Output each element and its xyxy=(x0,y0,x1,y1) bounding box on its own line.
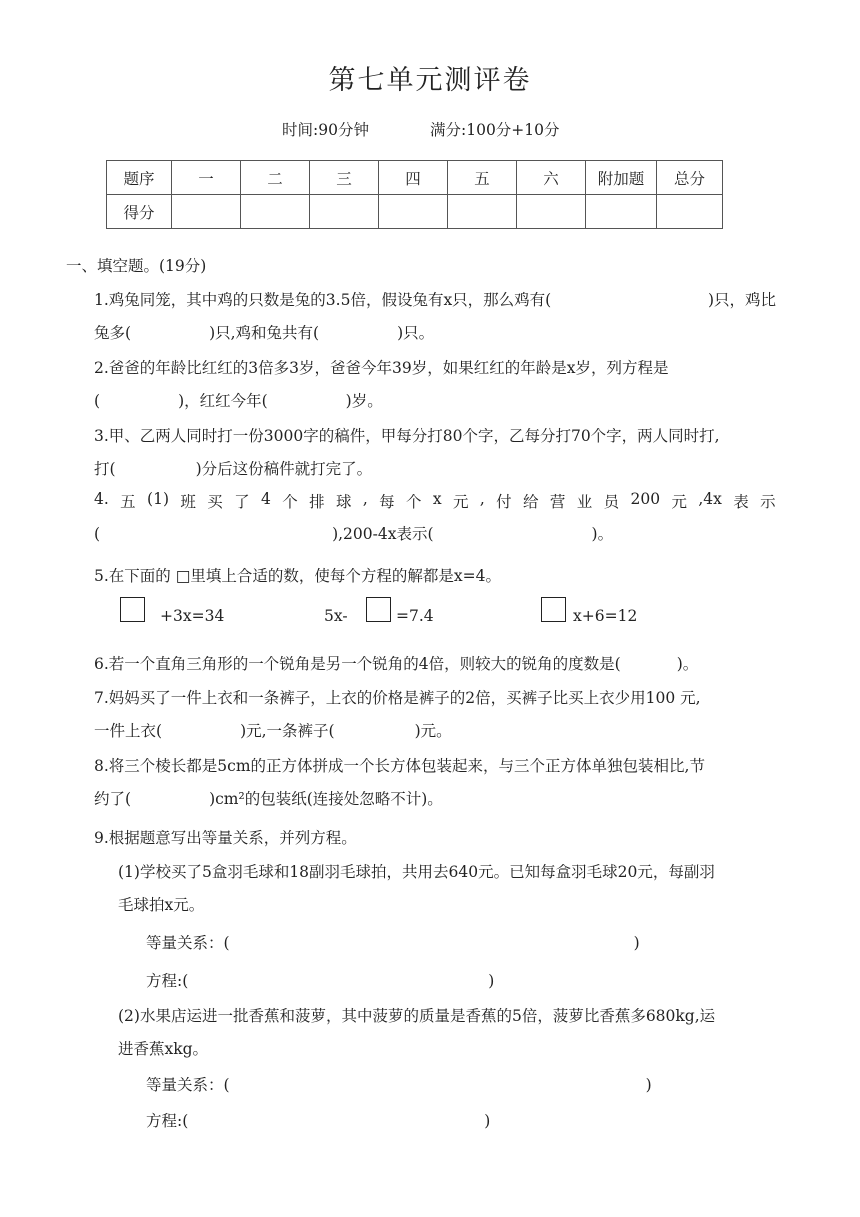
q4-token: 200 xyxy=(630,490,661,508)
score-header-cell: 附加题 xyxy=(586,161,657,195)
q4-line1 xyxy=(94,490,776,512)
q6-text: 6.若一个直角三角形的一个锐角是另一个锐角的4倍，则较大的锐角的度数是( xyxy=(94,655,621,673)
q3-line1: 3.甲、乙两人同时打一份3000字的稿件，甲每分打80个字，乙每分打70个字，两人同时打, xyxy=(94,427,720,445)
equation-close: ) xyxy=(488,972,495,990)
q5-answer-box-3[interactable] xyxy=(541,597,566,622)
relation-close: ) xyxy=(633,934,640,952)
q5-equation-3: x+6=12 xyxy=(573,607,638,625)
q3-text: 打( xyxy=(94,460,116,478)
q4-token: 给 xyxy=(523,493,539,511)
score-header-cell: 五 xyxy=(448,161,517,195)
q8-line1: 8.将三个棱长都是5cm的正方体拼成一个长方体包装起来，与三个正方体单独包装相比,节 xyxy=(94,757,705,775)
score-cell[interactable] xyxy=(379,195,448,229)
q2-text: )，红红今年( xyxy=(178,392,268,410)
q4-token: 五 xyxy=(120,493,136,511)
score-header-cell: 六 xyxy=(517,161,586,195)
score-cell[interactable] xyxy=(172,195,241,229)
equation-label: 方程:( xyxy=(146,972,189,990)
score-header-cell: 题序 xyxy=(107,161,172,195)
q4-token: 营 xyxy=(549,493,566,511)
score-table xyxy=(106,160,723,229)
q1-line1 xyxy=(94,288,776,310)
q9-part2-line2: 进香蕉xkg。 xyxy=(118,1040,209,1058)
q4-token: , xyxy=(479,490,485,508)
q2-text: )岁。 xyxy=(345,392,383,410)
score-table-score-row xyxy=(107,195,723,229)
q4-token: 4. xyxy=(94,490,109,508)
q4-token: 业 xyxy=(576,493,593,511)
score-header-cell: 一 xyxy=(172,161,241,195)
q7-line1: 7.妈妈买了一件上衣和一条裤子，上衣的价格是裤子的2倍，买裤子比买上衣少用100 元, xyxy=(94,689,701,707)
q5-text: 5.在下面的 □里填上合适的数，使每个方程的解都是x=4。 xyxy=(94,567,501,585)
q9-part1-line2: 毛球拍x元。 xyxy=(118,896,205,914)
q7-text: 一件上衣( xyxy=(94,722,163,740)
q4-token: 个 xyxy=(406,493,422,511)
q4-token: 员 xyxy=(603,493,620,511)
score-header-cell: 三 xyxy=(310,161,379,195)
q8-line2 xyxy=(94,787,443,809)
q1-text: 1.鸡兔同笼，其中鸡的只数是兔的3.5倍，假设兔有x只，那么鸡有( xyxy=(94,291,552,309)
score-header-cell: 四 xyxy=(379,161,448,195)
q4-text: )。 xyxy=(591,525,614,543)
q4-line2 xyxy=(94,522,613,544)
score-row-label: 得分 xyxy=(107,195,172,229)
q4-token: 每 xyxy=(379,493,395,511)
q4-token: 表 xyxy=(733,493,749,511)
score-header-cell: 总分 xyxy=(657,161,723,195)
q2-line1: 2.爸爸的年龄比红红的3倍多3岁，爸爸今年39岁，如果红红的年龄是x岁，列方程是 xyxy=(94,359,669,377)
q4-token: 元 xyxy=(671,493,688,511)
q4-token: 付 xyxy=(496,493,512,511)
q6-line xyxy=(94,652,698,674)
q4-token: 4 xyxy=(260,490,271,508)
q7-text: )元。 xyxy=(414,722,452,740)
q8-text: 约了( xyxy=(94,790,132,808)
q9-part1-relation xyxy=(146,931,640,953)
q7-text: )元,一条裤子( xyxy=(240,722,335,740)
q5-answer-box-2[interactable] xyxy=(366,597,391,622)
score-cell[interactable] xyxy=(241,195,310,229)
q1-text: )只。 xyxy=(397,324,435,342)
q9-part2-line1: (2)水果店运进一批香蕉和菠萝，其中菠萝的质量是香蕉的5倍，菠萝比香蕉多680kg,运 xyxy=(118,1007,716,1025)
q4-token: (1) xyxy=(147,490,169,508)
relation-label: 等量关系：( xyxy=(146,1076,230,1094)
score-table-header-row xyxy=(107,161,723,195)
q3-text: )分后这份稿件就打完了。 xyxy=(195,460,373,478)
q9-part1-equation xyxy=(146,969,494,991)
score-cell[interactable] xyxy=(448,195,517,229)
q1-text: )只,鸡和兔共有( xyxy=(209,324,320,342)
q4-token: ,4x xyxy=(698,490,722,508)
q3-line2 xyxy=(94,457,372,479)
page-title: 第七单元测评卷 xyxy=(328,65,532,96)
equation-label: 方程:( xyxy=(146,1112,189,1130)
q2-line2 xyxy=(94,389,383,411)
full-score: 满分:100分+10分 xyxy=(430,121,560,139)
q4-text: ),200-4x表示( xyxy=(332,525,434,543)
q5-equation-2a: 5x- xyxy=(324,607,348,625)
q1-text: 兔多( xyxy=(94,324,132,342)
score-cell[interactable] xyxy=(657,195,723,229)
q8-text: )cm²的包装纸(连接处忽略不计)。 xyxy=(209,790,443,808)
relation-close: ) xyxy=(645,1076,652,1094)
q4-token: 个 xyxy=(282,493,298,511)
q5-answer-box-1[interactable] xyxy=(120,597,145,622)
score-header-cell: 二 xyxy=(241,161,310,195)
q4-text: ( xyxy=(94,525,101,543)
q4-token: , xyxy=(362,490,368,508)
score-cell[interactable] xyxy=(586,195,657,229)
q2-text: ( xyxy=(94,392,101,410)
q4-token: 班 xyxy=(180,493,196,511)
q4-token: x xyxy=(432,490,442,508)
q1-text: )只，鸡比 xyxy=(707,291,776,309)
q5-equation-2b: =7.4 xyxy=(396,607,434,625)
exam-time: 时间:90分钟 xyxy=(282,121,369,139)
q9-heading: 9.根据题意写出等量关系，并列方程。 xyxy=(94,829,357,847)
q6-text: )。 xyxy=(676,655,699,673)
q5-equation-1: +3x=34 xyxy=(160,607,225,625)
q4-token: 示 xyxy=(760,493,776,511)
q9-part2-equation xyxy=(146,1109,490,1131)
q9-part2-relation xyxy=(146,1073,652,1095)
score-cell[interactable] xyxy=(517,195,586,229)
q4-token: 球 xyxy=(335,493,352,511)
q1-line2 xyxy=(94,321,434,343)
q7-line2 xyxy=(94,719,452,741)
q4-token: 元 xyxy=(453,493,469,511)
q4-token: 排 xyxy=(309,493,325,511)
section-heading: 一、填空题。(19分) xyxy=(66,257,207,275)
score-cell[interactable] xyxy=(310,195,379,229)
relation-label: 等量关系：( xyxy=(146,934,230,952)
equation-close: ) xyxy=(484,1112,491,1130)
q4-token: 买 xyxy=(207,493,223,511)
q9-part1-line1: (1)学校买了5盒羽毛球和18副羽毛球拍，共用去640元。已知每盒羽毛球20元，每副羽 xyxy=(118,863,715,881)
q4-token: 了 xyxy=(234,493,250,511)
